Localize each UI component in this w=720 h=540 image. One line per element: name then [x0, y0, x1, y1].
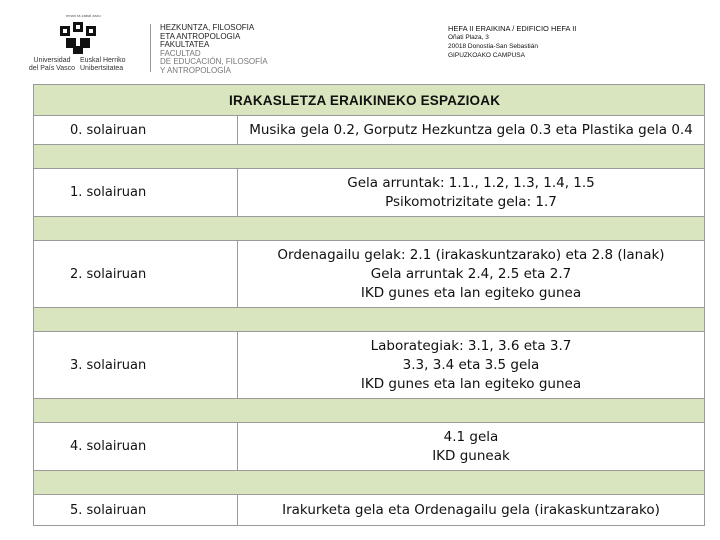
rooms-cell: Laborategiak: 3.1, 3.6 eta 3.7 3.3, 3.4 eta 3.5 gela IKD gunes eta lan egiteko gunea [360, 337, 582, 392]
spacer-row [34, 399, 704, 423]
rooms-cell: Ordenagailu gelak: 2.1 (irakaskuntzarako) eta 2.8 (lanak) Gela arruntak 2.4, 2.5 eta 2.7 IKD gunes eta lan egiteko gunea [277, 246, 665, 301]
spacer-row [34, 217, 704, 241]
floor-label: 0. solairuan [70, 122, 147, 138]
university-logo-icon [58, 20, 98, 56]
table-row [34, 241, 704, 308]
university-name: Universidad del País Vasco [28, 57, 76, 72]
table-row [34, 169, 704, 217]
rooms-cell: 4.1 gela IKD guneak [432, 428, 510, 464]
floor-label: 4. solairuan [70, 439, 147, 454]
header-divider [150, 24, 151, 72]
table-row [34, 495, 704, 525]
spaces-table [33, 84, 705, 526]
floor-label: 2. solairuan [70, 266, 147, 282]
page-header [0, 0, 720, 82]
building-address: HEFA II ERAIKINA / EDIFICIO HEFA II Oñati Plaza, 3 20018 Donostia-San Sebastián GIPUZKOAKO CAMPUSA [448, 24, 577, 59]
table-row [34, 332, 704, 399]
faculty-name: HEZKUNTZA, FILOSOFIA ETA ANTROPOLOGIA FAKULTATEA FACULTAD DE EDUCACIÓN, FILOSOFÍA Y ANTROPOLOGÍA [160, 23, 268, 75]
spacer-row [34, 308, 704, 332]
table-title: IRAKASLETZA ERAIKINEKO ESPAZIOAK [229, 93, 501, 108]
table-row [34, 423, 704, 471]
floor-label: 1. solairuan [70, 185, 147, 200]
rooms-cell: Gela arruntak: 1.1., 1.2, 1.3, 1.4, 1.5 Psikomotrizitate gela: 1.7 [347, 174, 595, 210]
table-title-row [34, 85, 704, 116]
rooms-cell: Irakurketa gela eta Ordenagailu gela (irakaskuntzarako) [282, 501, 660, 518]
university-name-eu: Euskal Herriko Unibertsitatea [80, 57, 126, 72]
table-row [34, 116, 704, 145]
floor-label: 5. solairuan [70, 502, 147, 518]
logo-motto: eman ta zabal zazu [66, 13, 101, 18]
spacer-row [34, 471, 704, 495]
spacer-row [34, 145, 704, 169]
floor-label: 3. solairuan [70, 357, 147, 373]
rooms-cell: Musika gela 0.2, Gorputz Hezkuntza gela 0.3 eta Plastika gela 0.4 [249, 121, 693, 138]
